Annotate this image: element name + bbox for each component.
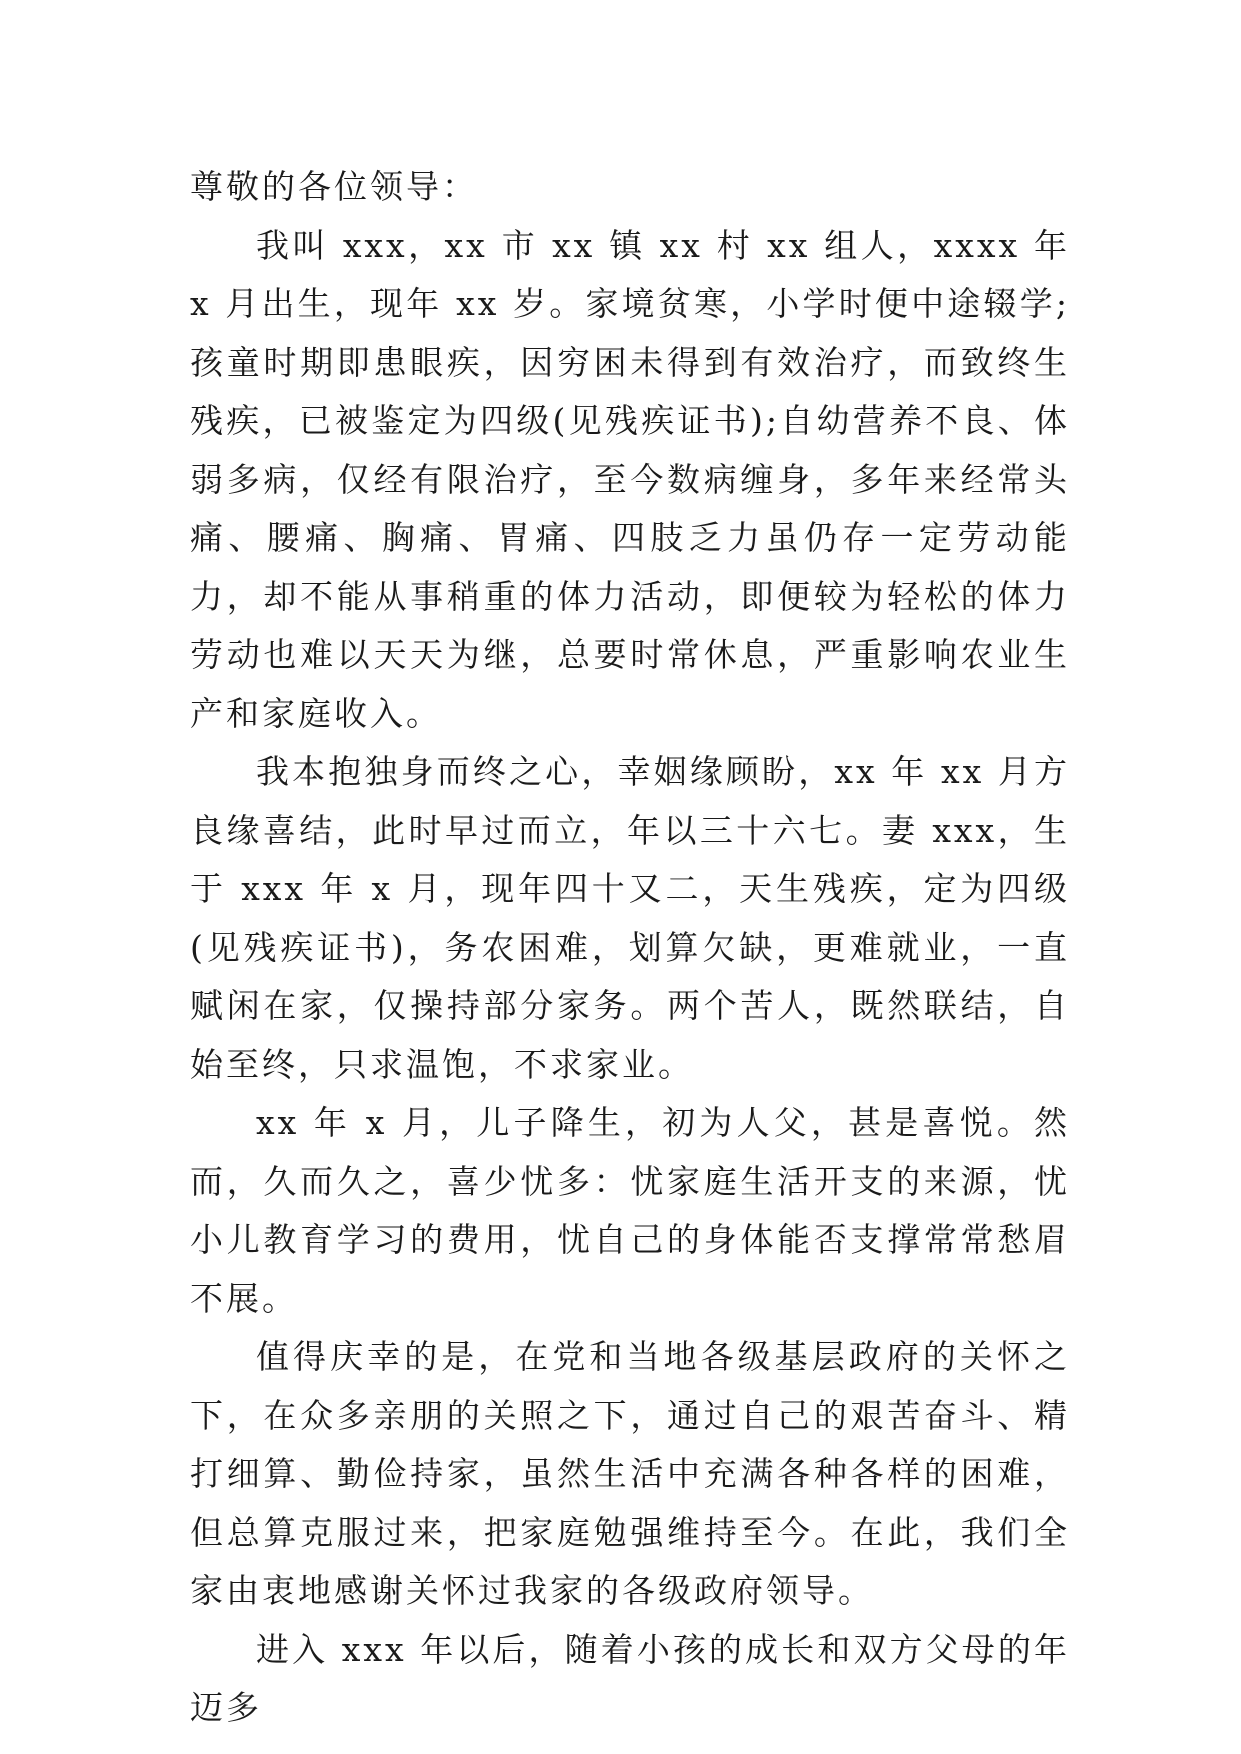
paragraph-gratitude: 值得庆幸的是，在党和当地各级基层政府的关怀之下，在众多亲朋的关照之下，通过自己的艰苦奋斗、精打细算、勤俭持家，虽然生活中充满各种各样的困难，但总算克服过来，把家庭勉强维持至今。在此，我们全家由衷地感谢关怀过我家的各级政府领导。	[190, 1337, 1070, 1610]
paragraph-self-introduction: 我叫 xxx，xx 市 xx 镇 xx 村 xx 组人，xxxx 年 x 月出生，现年 xx 岁。家境贫寒，小学时便中途辍学;孩童时期即患眼疾，因穷困未得到有效治疗，而致终生残疾，已被鉴定为四级(见残疾证书);自幼营养不良、体弱多病，仅经有限治疗，至今数病缠身，多年来经常头痛、腰痛、胸痛、胃痛、四肢乏力虽仍存一定劳动能力，却不能从事稍重的体力活动，即便较为轻松的体力劳动也难以天天为继，总要时常休息，严重影响农业生产和家庭收入。	[190, 225, 1070, 733]
paragraph-current-situation: 进入 xxx 年以后，随着小孩的成长和双方父母的年迈多	[190, 1629, 1070, 1727]
paragraph-marriage: 我本抱独身而终之心，幸姻缘顾盼，xx 年 xx 月方良缘喜结，此时早过而立，年以三十六七。妻 xxx，生于 xxx 年 x 月，现年四十又二，天生残疾，定为四级(见残疾证书)，务农困难，划算欠缺，更难就业，一直赋闲在家，仅操持部分家务。两个苦人，既然联结，自始至终，只求温饱，不求家业。	[190, 752, 1070, 1084]
letter-body	[190, 158, 1070, 1738]
paragraph-son: xx 年 x 月，儿子降生，初为人父，甚是喜悦。然而，久而久之，喜少忧多：忧家庭生活开支的来源，忧小儿教育学习的费用，忧自己的身体能否支撑常常愁眉不展。	[190, 1103, 1070, 1318]
salutation: 尊敬的各位领导：	[190, 167, 478, 206]
